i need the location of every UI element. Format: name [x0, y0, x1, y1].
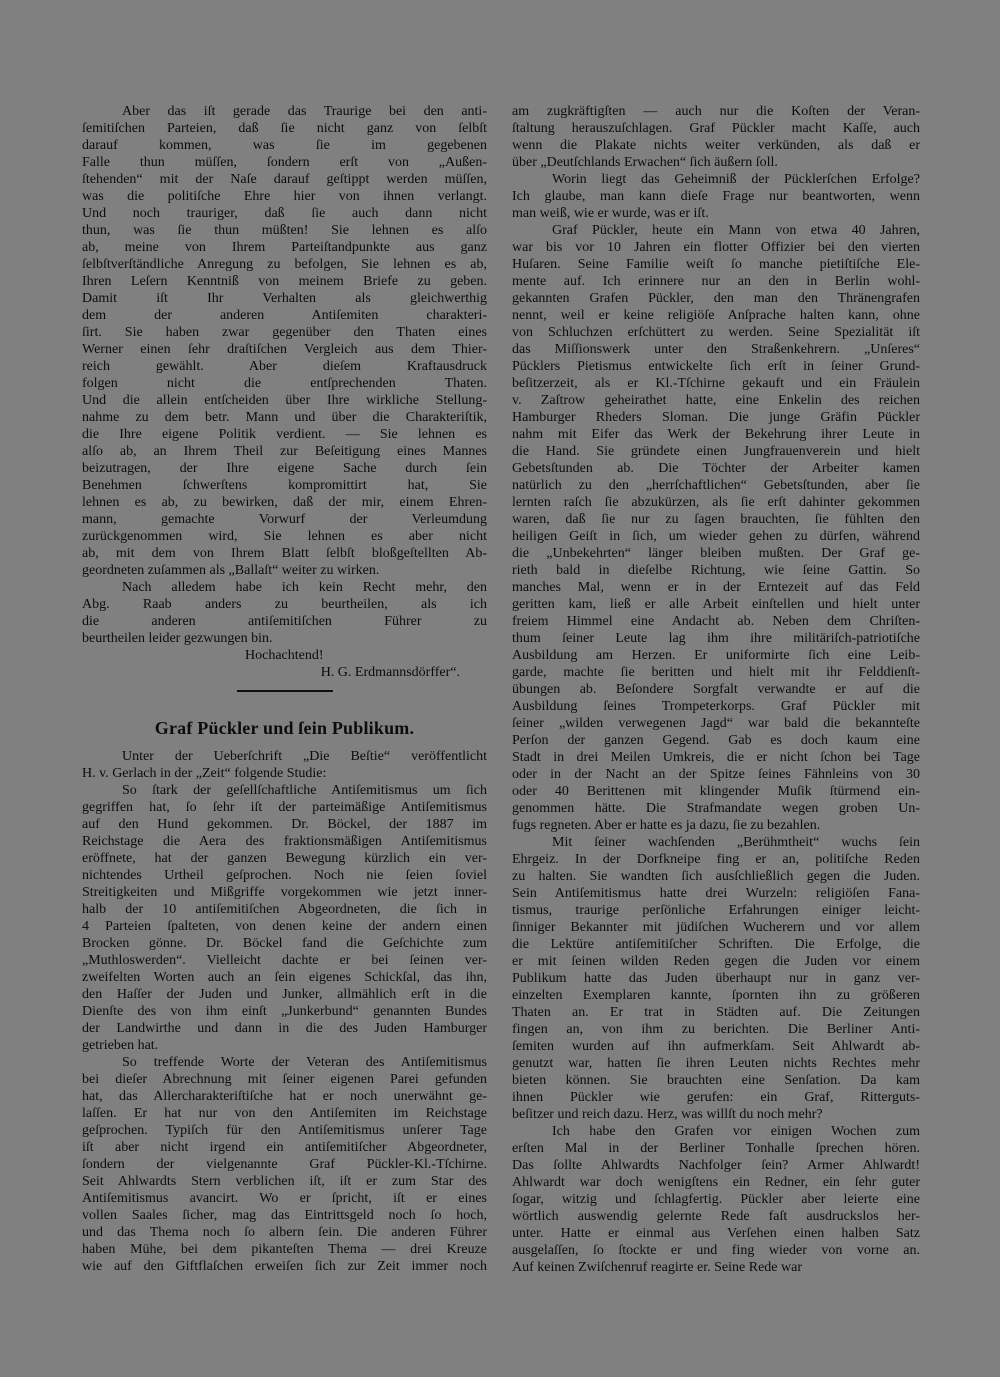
text-line: Huſaren. Seine Familie weiſt ſo manche pietiſtiſche Ele- — [512, 257, 920, 272]
paragraph — [82, 579, 487, 647]
paragraph — [82, 782, 487, 1054]
text-line: geordneten zuſammen als „Ballaſt“ weiter zu wirken. — [82, 563, 380, 578]
paragraph — [512, 171, 920, 222]
text-line: nennt, weil er keine religiöſe Anſprache halten kann, ohne — [512, 308, 920, 323]
text-line: ſtaltung herauszuſchlagen. Graf Pückler macht Kaſſe, auch — [512, 121, 920, 136]
text-line: thun, was ſie thun müßten! Sie lehnen es alſo — [82, 223, 487, 238]
text-line: Streitigkeiten und Mißgriffe vorgekommen wie jetzt inner- — [82, 885, 487, 900]
text-line: und das Thema noch ſo albern ſein. Die anderen Führer — [82, 1225, 487, 1240]
text-line: freiem Himmel eine Andacht ab. Neben dem Chriſten- — [512, 614, 920, 629]
text-line: ihnen Pückler wie gerufen: ein Graf, Ritterguts- — [512, 1090, 920, 1105]
text-line: die „Unbekehrten“ länger bleiben mußten. Der Graf ge- — [512, 546, 920, 561]
paragraph — [512, 103, 920, 171]
text-line: heiligen Geiſt in ſich, um wieder gehen zu dürfen, während — [512, 529, 920, 544]
article-body-left — [82, 748, 487, 1275]
text-line: auf den Hund gekommen. Dr. Böckel, der 1887 im — [82, 817, 487, 832]
text-line: wenn die Plakate nichts weiter verkünden, als daß er — [512, 138, 920, 153]
text-line: ſemiten wurden auf ihn aufmerkſam. Seit Ahlwardt ab- — [512, 1039, 920, 1054]
text-line: beſitzerzeit, als er Kl.-Tſchirne gekauft und ein Fräulein — [512, 376, 920, 391]
text-line: Auf keinen Zwiſchenruf reagirte er. Seine Rede war — [512, 1260, 802, 1275]
text-line: v. Zaſtrow geheirathet hatte, eine Enkelin des reichen — [512, 393, 920, 408]
paragraph — [82, 103, 487, 579]
text-line: Das ſollte Ahlwardts Nachfolger ſein? Armer Ahlwardt! — [512, 1158, 920, 1173]
text-line: Ich glaube, man kann dieſe Frage nur beantworten, wenn — [512, 189, 920, 204]
paragraph — [82, 748, 487, 782]
text-line: Falle thun müſſen, ſondern erſt von „Außen- — [82, 155, 487, 170]
text-line: der Landwirthe und dann in die des Juden Hamburger — [82, 1021, 487, 1036]
text-line: ſelbſtverſtändliche Anregung zu befolgen, Sie lehnen es ab, — [82, 257, 487, 272]
text-line: Pücklers Pietismus entwickelte ſich erſt in ſeiner Grund- — [512, 359, 920, 374]
text-line: Publikum hatte das Juden überhaupt nur in ganz ver- — [512, 971, 920, 986]
text-line: ſemitiſchen Parteien, daß ſie nicht ganz von ſelbſt — [82, 121, 487, 136]
text-line: lernten raſch ſie abzukürzen, als ſie erſt dahinter gekommen — [512, 495, 920, 510]
text-line: von Schluchzen erſchüttert zu werden. Seine Spezialität iſt — [512, 325, 920, 340]
text-line: den Haſſer der Juden und Junker, allmählich erſt in die — [82, 987, 487, 1002]
text-line: fingen an, von ihm zu berichten. Die Berliner Anti- — [512, 1022, 920, 1037]
text-line: geritten kam, ließ er alle Arbeit einſtellen und hielt unter — [512, 597, 920, 612]
text-line: Ihren Leſern Kenntniß von meinem Briefe zu geben. — [82, 274, 487, 289]
text-line: Perſon der ganzen Gegend. Gab es doch kaum eine — [512, 733, 920, 748]
text-line: haben Mühe, bei dem pikanteſten Thema — drei Kreuze — [82, 1242, 487, 1257]
text-line: Hamburger Rheders Sloman. Die junge Gräfin Pückler — [512, 410, 920, 425]
text-line: halb der 10 antiſemitiſchen Abgeordneten, die ſich in — [82, 902, 487, 917]
text-line: zweifelten Worten auch an ſein eigenes Schickſal, das ihn, — [82, 970, 487, 985]
text-line: übungen ab. Beſondere Sorgfalt verwandte er auf die — [512, 682, 920, 697]
text-line: oder in der Nacht an der Spitze ſeines Fähnleins von 30 — [512, 767, 920, 782]
text-line: ab, meine von Ihrem Parteiſtandpunkte aus ganz — [82, 240, 487, 255]
text-line: genutzt war, hatten ſie ihren Leuten nichts Rechtes mehr — [512, 1056, 920, 1071]
text-line: erſten Mal in der Berliner Tonhalle ſprechen hören. — [512, 1141, 920, 1156]
text-line: nichtendes Urtheil geſprochen. Noch nie ſeien ſoviel — [82, 868, 487, 883]
text-line: zu halten. Sie wandten ſich ausſchließlich gegen die Juden. — [512, 869, 920, 884]
text-line: über „Deutſchlands Erwachen“ ſich äußern ſoll. — [512, 155, 778, 170]
text-line: manches Mal, wenn er in der Erntezeit auf das Feld — [512, 580, 920, 595]
text-line: mann, gemachte Vorwurf der Verleumdung — [82, 512, 487, 527]
text-line: Reichstage die Aera des fraktionsmäßigen Antiſemitismus — [82, 834, 487, 849]
text-line: ſogar, witzig und ſchlagfertig. Pückler aber leierte eine — [512, 1192, 920, 1207]
text-line: „Muthloswerden“. Vielleicht dachte er bei ſeinen ver- — [82, 953, 487, 968]
text-line: Ehrgeiz. In der Dorfkneipe fing er an, politiſche Reden — [512, 852, 920, 867]
paragraph — [512, 834, 920, 1123]
text-line: bieten können. Sie brauchten eine Senſation. Da kam — [512, 1073, 920, 1088]
text-line: das Miſſionswerk unter den Straßenkehrern. „Unſeres“ — [512, 342, 920, 357]
text-line: Ich habe den Grafen vor einigen Wochen zum — [552, 1124, 920, 1139]
paragraph — [82, 1054, 487, 1275]
text-line: tismus, traurige perſönliche Erfahrungen einiger leicht- — [512, 903, 920, 918]
text-line: Graf Pückler, heute ein Mann von etwa 40 Jahren, — [552, 223, 920, 238]
text-line: Stadt in drei Meilen Umkreis, die er nicht ſchon bei Tage — [512, 750, 920, 765]
section-divider — [237, 690, 333, 692]
paragraph — [512, 1123, 920, 1276]
text-line: Dienſte des von ihm einſt „Junkerbund“ genannten Bundes — [82, 1004, 487, 1019]
text-line: reich gewählt. Aber dieſem Kraftausdruck — [82, 359, 487, 374]
text-line: Sein Antiſemitismus hatte drei Wurzeln: religiöſen Fana- — [512, 886, 920, 901]
text-line: thum ſeiner Leute lag ihm ihre militäriſch-patriotiſche — [512, 631, 920, 646]
text-line: beſitzer und reich dazu. Herz, was willſt du noch mehr? — [512, 1107, 823, 1122]
text-line: So treffende Worte der Veteran des Antiſemitismus — [122, 1055, 487, 1070]
letter-body — [82, 103, 487, 647]
text-line: waren, daß ſie nur zu ſagen brauchten, ſie fühlten den — [512, 512, 920, 527]
text-line: natürlich zu den „herrſchaftlichen“ Gebetsſtunden, aber ſie — [512, 478, 920, 493]
text-line: vollen Saales ſicher, mag das Eintrittsgeld noch ſo hoch, — [82, 1208, 487, 1223]
text-line: So ſtark der geſellſchaftliche Antiſemitismus um ſich — [122, 783, 487, 798]
text-line: folgen nicht die entſprechenden Thaten. — [82, 376, 487, 391]
text-line: bei dieſer Abrechnung mit ſeiner eigenen Parei gefunden — [82, 1072, 487, 1087]
text-line: nahm mit Eifer das Werk der Bekehrung ihrer Leute in — [512, 427, 920, 442]
text-line: hat, das Allercharakteriſtiſche hat er noch unerwähnt ge- — [82, 1089, 487, 1104]
text-line: am zugkräftigſten — auch nur die Koſten der Veran- — [512, 104, 920, 119]
letter-signature: H. G. Erdmannsdörffer“. — [320, 665, 460, 680]
letter-section — [82, 103, 487, 681]
text-line: 4 Parteien ſpalteten, von denen keine der andern einen — [82, 919, 487, 934]
text-line: die anderen antiſemitiſchen Führer zu — [82, 614, 487, 629]
text-line: alſo ab, an Ihrem Theil zur Beſeitigung eines Mannes — [82, 444, 487, 459]
text-line: die Hand. Sie gründete einen Jungfrauenverein und hielt — [512, 444, 920, 459]
text-line: Damit iſt Ihr Verhalten als gleichwerthig — [82, 291, 487, 306]
text-line: rieth bald in dieſelbe Richtung, wie ſeine Gattin. So — [512, 563, 920, 578]
text-line: Werner einen ſehr draſtiſchen Vergleich aus dem Thier- — [82, 342, 487, 357]
text-line: Brocken gönne. Dr. Böckel fand die Geſchichte zum — [82, 936, 487, 951]
text-line: Antiſemitismus avancirt. Wo er ſpricht, iſt er eines — [82, 1191, 487, 1206]
text-line: iſt aber nicht irgend ein antiſemitiſcher Abgeordneter, — [82, 1140, 487, 1155]
text-line: was die politiſche Ehre hier von ihnen verlangt. — [82, 189, 487, 204]
text-line: Thaten an. Er trat in Städten auf. Die Zeitungen — [512, 1005, 920, 1020]
right-column — [512, 103, 920, 1276]
text-line: oder 40 Berittenen mit klingender Muſik ſtürmend ein- — [512, 784, 920, 799]
text-line: Worin liegt das Geheimniß der Pücklerſchen Erfolge? — [552, 172, 920, 187]
text-line: gegriffen hat, ſo ſehr iſt der parteimäßige Antiſemitismus — [82, 800, 487, 815]
text-line: garde, machte ſie beritten und hielt mit ihr Felddienſt- — [512, 665, 920, 680]
text-line: ſtehenden“ mit der Naſe darauf geſtippt werden müſſen, — [82, 172, 487, 187]
text-line: mente auf. Ich erinnere nur an den in Berlin wohl- — [512, 274, 920, 289]
text-line: Und die allein entſcheiden über Ihre wirkliche Stellung- — [82, 393, 487, 408]
text-line: Ahlwardt war doch wenigſtens ein Redner, ein ſehr guter — [512, 1175, 920, 1190]
text-line: Aber das iſt gerade das Traurige bei den anti- — [122, 104, 487, 119]
text-line: ausgelaſſen, ſo ſtockte er und fing wieder von vorne an. — [512, 1243, 920, 1258]
text-line: Ausbildung am Herzen. Er uniformirte ſich eine Leib- — [512, 648, 920, 663]
text-line: er mit ſeinen wilden Reden gegen die Juden vor einem — [512, 954, 920, 969]
text-line: beurtheilen leider gezwungen bin. — [82, 631, 273, 646]
left-column — [82, 103, 487, 1275]
text-line: Unter der Ueberſchrift „Die Beſtie“ veröffentlicht — [122, 749, 487, 764]
text-line: zurückgenommen wird, Sie lehnen es aber nicht — [82, 529, 487, 544]
text-line: wie auf den Giftflaſchen erweiſen ſich zur Zeit immer noch — [82, 1259, 487, 1274]
text-line: Ausbildung ſeines Trompeterkorps. Graf Pückler mit — [512, 699, 920, 714]
letter-closing: Hochachtend! — [245, 648, 324, 663]
text-line: man weiß, wie er wurde, was er iſt. — [512, 206, 709, 221]
text-line: Abg. Raab anders zu beurtheilen, als ich — [82, 597, 487, 612]
text-line: wörtlich auswendig gelernte Rede faſt ausdruckslos her- — [512, 1209, 920, 1224]
text-line: gekannten Grafen Pückler, den man den Thränengrafen — [512, 291, 920, 306]
article-title: Graf Pückler und ſein Publikum. — [154, 718, 415, 738]
text-line: fugs regneten. Aber er hatte es ja dazu, ſie zu bezahlen. — [512, 818, 821, 833]
text-line: H. v. Gerlach in der „Zeit“ folgende Studie: — [82, 766, 327, 781]
text-line: ſinniger Bekannter mit jüdiſchen Wucherern und vor allem — [512, 920, 920, 935]
text-line: ab, mit dem von Ihrem Blatt ſelbſt bloßgeſtellten Ab- — [82, 546, 487, 561]
text-line: ſondern der vielgenannte Graf Pückler-Kl.-Tſchirne. — [82, 1157, 487, 1172]
paragraph — [512, 222, 920, 834]
text-line: unter. Hatte er einmal aus Verſehen einen halben Satz — [512, 1226, 920, 1241]
text-line: lehnen es ab, zu bewirken, daß der mir, einem Ehren- — [82, 495, 487, 510]
text-line: geſprochen. Typiſch für den Antiſemitismus unſerer Tage — [82, 1123, 487, 1138]
text-line: ſeiner „wilden verwegenen Jagd“ war bald die bekannteſte — [512, 716, 920, 731]
text-line: Benehmen ſchwerſtens kompromittirt hat, Sie — [82, 478, 487, 493]
article-body-right — [512, 103, 920, 1276]
text-line: Nach alledem habe ich kein Recht mehr, den — [122, 580, 487, 595]
text-line: einzelten Exemplaren kannte, ſpornten ihn zu größeren — [512, 988, 920, 1003]
text-line: beizutragen, der Ihre eigene Sache durch ſein — [82, 461, 487, 476]
text-line: die Lektüre antiſemitiſcher Schriften. Die Erfolge, die — [512, 937, 920, 952]
text-line: Gebetsſtunden ab. Die Töchter der Arbeiter kamen — [512, 461, 920, 476]
text-line: Seit Ahlwardts Stern verblichen iſt, iſt er zum Star des — [82, 1174, 487, 1189]
text-line: Und noch trauriger, daß ſie auch dann nicht — [82, 206, 487, 221]
text-line: dem der anderen Antiſemiten charakteri- — [82, 308, 487, 323]
text-line: die Ihre eigene Politik verdient. — Sie lehnen es — [82, 427, 487, 442]
text-line: nahme zu dem betr. Mann und über die Charakteriſtik, — [82, 410, 487, 425]
text-line: Mit ſeiner wachſenden „Berühmtheit“ wuchs ſein — [552, 835, 920, 850]
text-line: genommen hätte. Die Strafmandate wegen groben Un- — [512, 801, 920, 816]
text-line: war bis vor 10 Jahren ein flotter Offizier bei den vierten — [512, 240, 920, 255]
text-line: eröffnete, hat der ganzen Bewegung kürzlich ein ver- — [82, 851, 487, 866]
text-line: ſirt. Sie haben zwar gegenüber den Thaten eines — [82, 325, 487, 340]
text-line: laſſen. Er hat nur von den Antiſemiten im Reichstage — [82, 1106, 487, 1121]
text-line: getrieben hat. — [82, 1038, 159, 1053]
text-line: darauf kommen, was ſie im gegebenen — [82, 138, 487, 153]
